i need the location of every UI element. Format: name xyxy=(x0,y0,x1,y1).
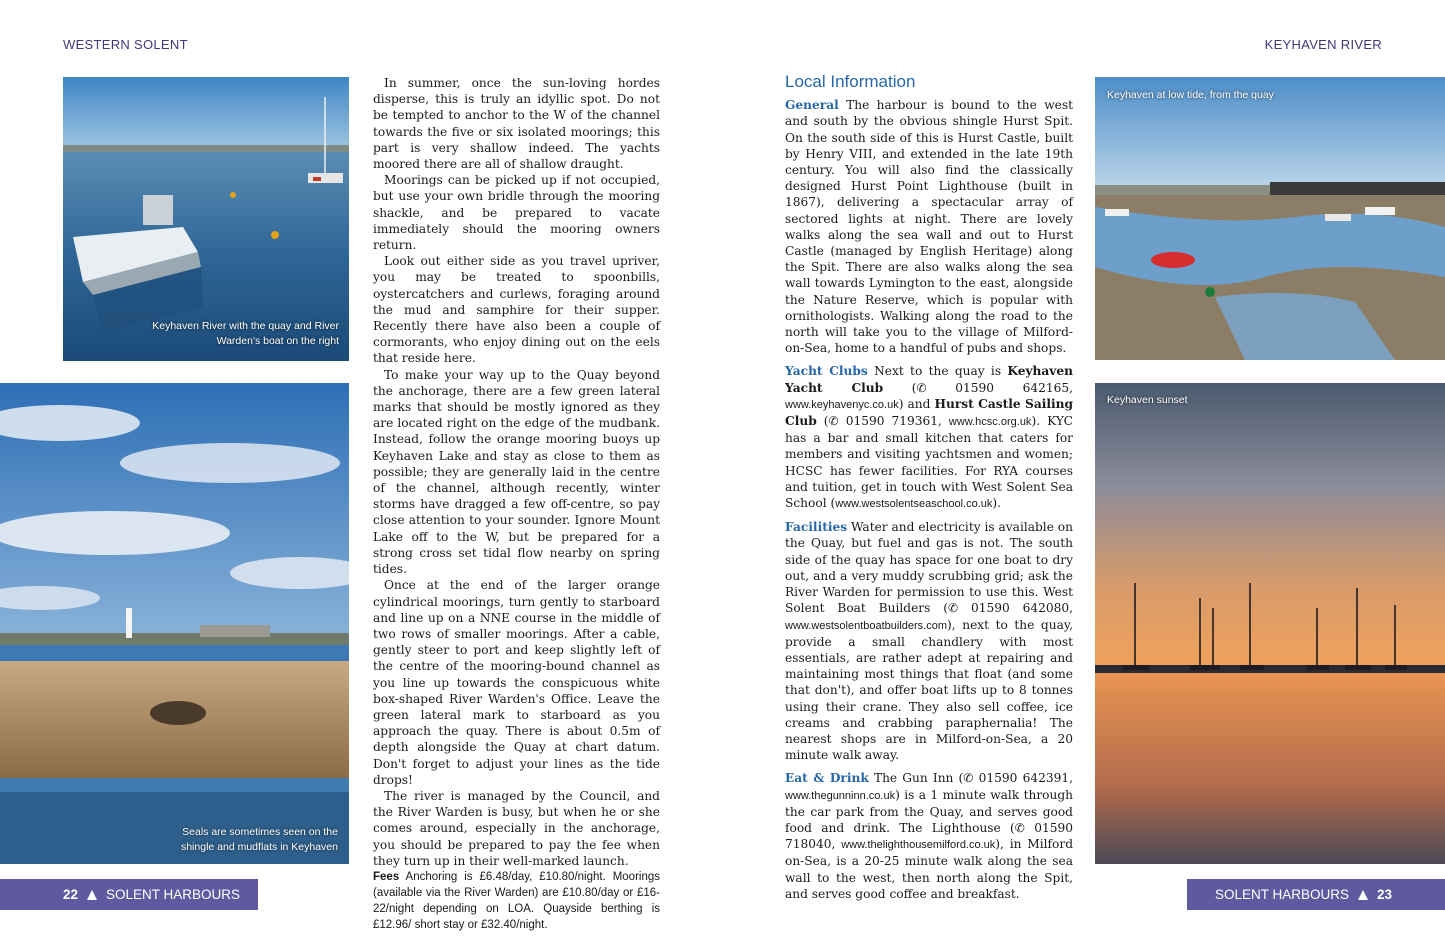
info-facilities xyxy=(785,519,1073,763)
photo-low-tide-image xyxy=(1095,77,1445,360)
body-paragraph: In summer, once the sun-loving hordes disperse, this is truly an idyllic spot. Do not be tempted to anchor to the W of the channel towards the five or six isolated moorings; this part is very shallow indeed. The yachts moored there are all of shallow draught. xyxy=(373,76,660,172)
sailboat-icon xyxy=(87,890,97,900)
section-title: Local Information xyxy=(785,72,916,91)
caption-line: Keyhaven River with the quay and River xyxy=(152,320,339,332)
website-link: www.hcsc.org.uk xyxy=(948,416,1032,429)
website-link: www.thelighthousemilford.co.uk xyxy=(841,839,996,852)
footer-left xyxy=(0,879,258,910)
text-run: ), next to the quay, provide a small chandlery with most essentials, are rather adept at repairing and maintaining most things that float (and some that don't), and offer boat lifts up to 8 tonnes using their crane. They also sell coffee, ice creams and crabbing paraphernalia! The nearest shops are in Milford-on-Sea, a 20 minute walk away. xyxy=(785,617,1073,763)
photo-sunset xyxy=(1095,383,1445,864)
info-general xyxy=(785,97,1073,356)
caption-line: shingle and mudflats in Keyhaven xyxy=(180,840,338,853)
general-text: The harbour is bound to the west and south by the obvious shingle Hurst Spit. On the south side of this is Hurst Castle, built by Henry VIII, and extended in the late 19th century. You will also find the classically designed Hurst Point Lighthouse (built in 1867), delivering a spectacular array of sectored lights at night. There are lovely walks along the sea wall and out to Hurst Castle (managed by English Heritage) along the Spit. There are also walks along the sea wall towards Lymington to the east, alongside the Nature Reserve, which is popular with ornithologists. Walking along the road to the north will take you to the village of Milford-on-Sea, home to a handful of pubs and shops. xyxy=(785,98,1074,356)
photo-low-tide xyxy=(1095,77,1445,360)
photo-caption: Keyhaven at low tide, from the quay xyxy=(1107,89,1274,101)
website-link: www.westsolentseaschool.co.uk xyxy=(835,498,993,511)
info-eat-drink xyxy=(785,770,1073,902)
fees-text: Anchoring is £6.48/day, £10.80/night. Moorings (available via the River Warden) are £10.80/day or £16-22/night depending on LOA. Quayside berthing is £12.96/ short stay or £32.40/night. xyxy=(373,870,661,931)
club-name: Keyhaven Yacht Club xyxy=(785,364,1074,395)
running-header-right: KEYHAVEN RIVER xyxy=(1264,37,1382,52)
fees-paragraph xyxy=(373,869,660,933)
club-name: Hurst Castle Sailing Club xyxy=(785,396,1074,429)
website-link: www.westsolentboatbuilders.com xyxy=(785,619,948,632)
text-run: ). xyxy=(992,496,1002,511)
running-header-left: WESTERN SOLENT xyxy=(63,37,188,52)
page-number: 23 xyxy=(1377,887,1393,902)
text-run: The Gun Inn (✆ 01590 642391, xyxy=(873,771,1073,786)
photo-seal-shingle-image xyxy=(0,383,349,864)
body-paragraph: Once at the end of the larger orange cylindrical moorings, turn gently to starboard and line up on a NNE course in the middle of two rows of smaller moorings. After a cable, gently steer to port and keep slightly left of the centre of the mooring-bound channel as you line up towards the conspicuous white box-shaped River Warden's Office. Leave the green lateral mark to starboard as you approach the quay. There is about 0.5m of depth alongside the Quay at chart datum. Don't forget to adjust your lines as the tide drops! xyxy=(373,578,660,787)
photo-caption xyxy=(152,319,339,348)
body-paragraph: To make your way up to the Quay beyond the anchorage, there are a few green lateral marks that should be mostly ignored as they are located right on the edge of the mudbank. Instead, follow the orange mooring buoys up Keyhaven Lake and stay as close to them as possible; they are generally laid in the centre of the channel, although recently, winter storms have dragged a few off-centre, so pay close attention to your sounder. Ignore Mount Lake off to the W, but be prepared for a strong cross set tidal flow nearby on spring tides. xyxy=(373,367,660,577)
left-text-column xyxy=(373,75,660,933)
caption-line: Warden's boat on the right xyxy=(216,334,339,347)
text-run: ) is a 1 minute walk through the car park from the Quay, and serves good food and drink. The Lighthouse (✆ 01590 718040, xyxy=(785,787,1073,852)
body-paragraph: Moorings can be picked up if not occupied, but use your own bridle through the mooring shackle, and be prepared to vacate immediately should the mooring owners return. xyxy=(373,173,660,253)
fees-label: Fees xyxy=(373,870,400,883)
page-number: 22 xyxy=(63,887,79,902)
website-link: www.thegunninn.co.uk xyxy=(785,789,896,802)
book-title: SOLENT HARBOURS xyxy=(106,887,241,902)
photo-keyhaven-quay xyxy=(63,77,349,361)
general-label: General xyxy=(785,98,839,113)
photo-caption: Keyhaven sunset xyxy=(1107,394,1188,406)
facilities-label: Facilities xyxy=(785,520,848,535)
text-run: Next to the quay is xyxy=(874,364,1002,379)
website-link: www.keyhavenyc.co.uk xyxy=(785,398,899,411)
text-run: ) and xyxy=(898,396,931,411)
photo-caption xyxy=(181,825,338,854)
caption-line: Seals are sometimes seen on the xyxy=(182,826,338,838)
text-run: (✆ 01590 719361, xyxy=(823,414,942,429)
sailboat-icon xyxy=(1358,890,1368,900)
body-paragraph: Look out either side as you travel upriver, you may be treated to spoonbills, oystercatchers and curlews, foraging around the mud and samphire for their supper. Recently there have also been a couple of cormorants, who enjoy dining out on the eels that reside here. xyxy=(373,254,660,366)
local-information-section xyxy=(785,74,1073,909)
info-yacht-clubs xyxy=(785,363,1073,512)
text-run: (✆ 01590 642165, xyxy=(911,380,1074,395)
book-title: SOLENT HARBOURS xyxy=(1215,887,1350,902)
text-run: ), in Milford on-Sea, is a 20-25 minute walk along the sea wall to the west, then north along the Spit, and serves good coffee and breakfast. xyxy=(785,837,1073,901)
text-run: ). KYC has a bar and small kitchen that caters for members and visiting yachtsmen and women; HCSC has fewer facilities. For RYA courses and tuition, get in touch with West Solent Sea School ( xyxy=(785,414,1074,511)
photo-sunset-image xyxy=(1095,383,1445,864)
text-run: Water and electricity is available on the Quay, but fuel and gas is not. The south side of the quay has space for one boat to dry out, and a very muddy scrubbing grid; ask the River Warden for permission to use this. West Solent Boat Builders (✆ 01590 642080, xyxy=(785,520,1073,616)
body-paragraph: The river is managed by the Council, and the River Warden is busy, but when he or she comes around, especially in the anchorage, you should be prepared to pay the fee when they turn up in their well-marked launch. xyxy=(373,788,660,868)
eat-drink-label: Eat & Drink xyxy=(785,771,869,786)
footer-right xyxy=(1187,879,1445,910)
photo-seal-shingle xyxy=(0,383,349,864)
yacht-clubs-label: Yacht Clubs xyxy=(785,364,868,379)
